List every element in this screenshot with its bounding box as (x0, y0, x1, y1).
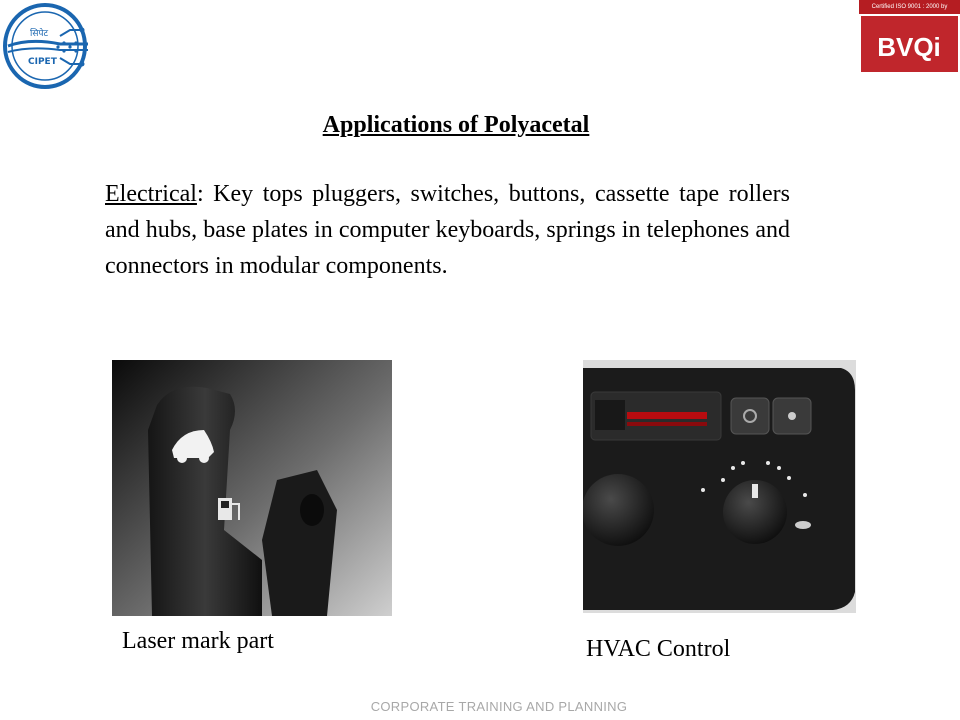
slide-title: Applications of Polyacetal (322, 112, 590, 138)
footer-text: CORPORATE TRAINING AND PLANNING (370, 699, 628, 714)
bvqi-logo (859, 0, 960, 74)
cipet-logo-hindi: सिपेट (30, 29, 49, 39)
hvac-control-panel-photo (583, 360, 856, 613)
cipet-logo-text: CIPET (28, 57, 57, 67)
photo-caption-hvac: HVAC Control (586, 636, 731, 662)
car-switch-panel-photo (112, 360, 392, 616)
iso-cert-text: Certified ISO 9001 : 2000 by (859, 0, 960, 14)
body-paragraph (105, 176, 790, 284)
applications-text: : Key tops pluggers, switches, buttons, cassette tape rollers and hubs, base plates in computer keyboards, springs in telephones and connectors in modular components. (105, 181, 790, 279)
cipet-logo (0, 0, 96, 92)
bvqi-brand: BVQi (877, 32, 941, 62)
category-label: Electrical (105, 181, 197, 207)
photo-caption-laser-mark: Laser mark part (122, 628, 274, 654)
